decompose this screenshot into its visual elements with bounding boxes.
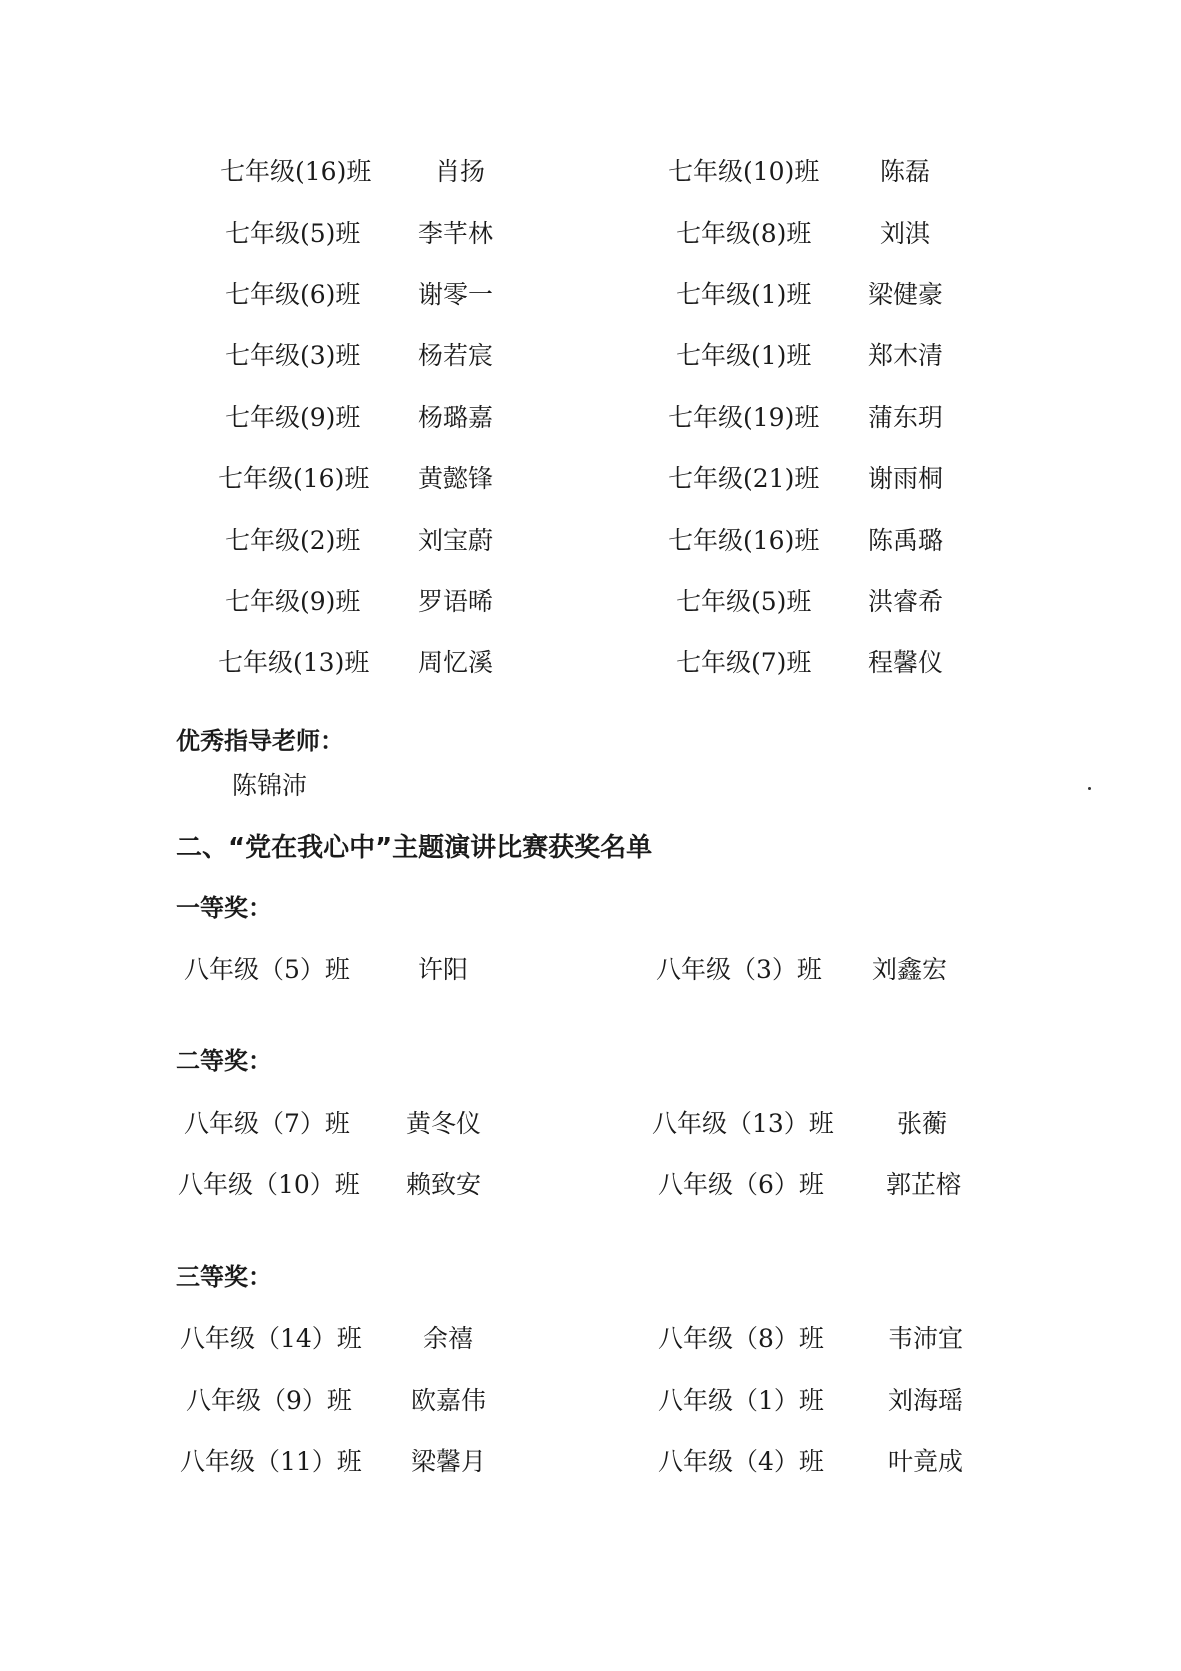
s1-row-9-right-name: 程馨仪 [868, 648, 944, 677]
p2-row-2-right-name: 郭芷榕 [886, 1170, 962, 1199]
p3-row-3-left-name: 梁馨月 [411, 1447, 487, 1476]
p2-row-1-left-class: 八年级（7）班 [184, 1109, 350, 1138]
s1-row-5-left-class: 七年级(9)班 [225, 403, 361, 432]
s1-row-3-left-class: 七年级(6)班 [225, 280, 361, 309]
s1-row-5-left-name: 杨璐嘉 [418, 403, 494, 432]
s1-row-2-right-name: 刘淇 [880, 219, 931, 248]
s1-row-1-right-class: 七年级(10)班 [668, 157, 820, 186]
scan-speck [1088, 787, 1091, 790]
s1-row-7-right-name: 陈禹璐 [868, 526, 944, 555]
p3-row-1-left-name: 余禧 [423, 1324, 474, 1353]
p3-row-2-left-class: 八年级（9）班 [186, 1386, 352, 1415]
s1-row-3-right-name: 梁健豪 [868, 280, 944, 309]
s1-row-5-right-class: 七年级(19)班 [668, 403, 820, 432]
third-prize-label: 三等奖： [176, 1263, 272, 1291]
p3-row-1-right-class: 八年级（8）班 [658, 1324, 824, 1353]
p3-row-2-left-name: 欧嘉伟 [411, 1386, 487, 1415]
s1-row-4-left-name: 杨若宸 [418, 341, 494, 370]
p1-row-1-left-class: 八年级（5）班 [184, 955, 350, 984]
s1-row-2-left-class: 七年级(5)班 [225, 219, 361, 248]
s1-row-4-right-class: 七年级(1)班 [676, 341, 812, 370]
teacher-name: 陈锦沛 [232, 771, 308, 800]
p2-row-2-left-name: 赖致安 [406, 1170, 482, 1199]
s1-row-3-left-name: 谢零一 [418, 280, 494, 309]
p3-row-3-right-name: 叶竟成 [888, 1447, 964, 1476]
s1-row-6-left-name: 黄懿锋 [418, 464, 494, 493]
s1-row-3-right-class: 七年级(1)班 [676, 280, 812, 309]
s1-row-2-right-class: 七年级(8)班 [676, 219, 812, 248]
p3-row-2-right-name: 刘海瑶 [888, 1386, 964, 1415]
p2-row-1-right-class: 八年级（13）班 [652, 1109, 834, 1138]
s1-row-1-left-class: 七年级(16)班 [220, 157, 372, 186]
s1-row-7-right-class: 七年级(16)班 [668, 526, 820, 555]
s1-row-6-left-class: 七年级(16)班 [218, 464, 370, 493]
s1-row-8-right-name: 洪睿希 [868, 587, 944, 616]
second-prize-label: 二等奖： [176, 1047, 272, 1075]
s1-row-5-right-name: 蒲东玥 [868, 403, 944, 432]
section-title: 二、“党在我心中”主题演讲比赛获奖名单 [176, 833, 653, 863]
p3-row-3-right-class: 八年级（4）班 [658, 1447, 824, 1476]
p2-row-1-left-name: 黄冬仪 [406, 1109, 482, 1138]
s1-row-8-left-class: 七年级(9)班 [225, 587, 361, 616]
s1-row-6-right-name: 谢雨桐 [868, 464, 944, 493]
p3-row-1-right-name: 韦沛宜 [888, 1324, 964, 1353]
s1-row-7-left-name: 刘宝蔚 [418, 526, 494, 555]
p3-row-1-left-class: 八年级（14）班 [180, 1324, 362, 1353]
p3-row-3-left-class: 八年级（11）班 [180, 1447, 362, 1476]
s1-row-9-left-class: 七年级(13)班 [218, 648, 370, 677]
p1-row-1-right-name: 刘鑫宏 [872, 955, 948, 984]
s1-row-9-right-class: 七年级(7)班 [676, 648, 812, 677]
s1-row-6-right-class: 七年级(21)班 [668, 464, 820, 493]
p1-row-1-left-name: 许阳 [418, 955, 469, 984]
p2-row-1-right-name: 张蘅 [897, 1109, 948, 1138]
p3-row-2-right-class: 八年级（1）班 [658, 1386, 824, 1415]
s1-row-1-right-name: 陈磊 [880, 157, 931, 186]
s1-row-7-left-class: 七年级(2)班 [225, 526, 361, 555]
p1-row-1-right-class: 八年级（3）班 [656, 955, 822, 984]
p2-row-2-left-class: 八年级（10）班 [178, 1170, 360, 1199]
p2-row-2-right-class: 八年级（6）班 [658, 1170, 824, 1199]
s1-row-4-right-name: 郑木清 [868, 341, 944, 370]
s1-row-2-left-name: 李芊林 [418, 219, 494, 248]
s1-row-4-left-class: 七年级(3)班 [225, 341, 361, 370]
first-prize-label: 一等奖： [176, 894, 272, 922]
teacher-label: 优秀指导老师： [176, 727, 344, 755]
s1-row-8-right-class: 七年级(5)班 [676, 587, 812, 616]
s1-row-8-left-name: 罗语晞 [418, 587, 494, 616]
s1-row-1-left-name: 肖扬 [435, 157, 486, 186]
s1-row-9-left-name: 周忆溪 [418, 648, 494, 677]
